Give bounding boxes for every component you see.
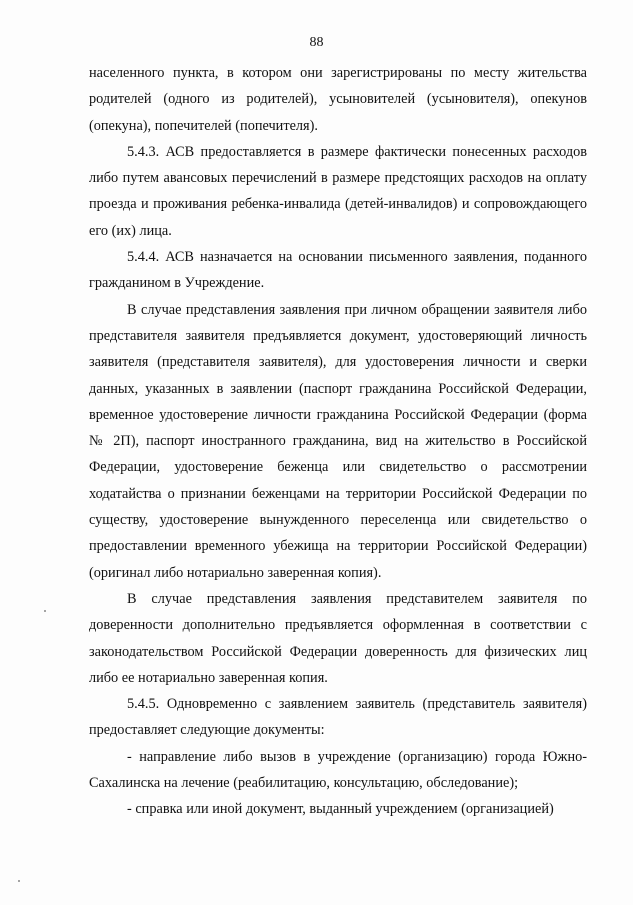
paragraph-5-4-3: 5.4.3. АСВ предоставляется в размере фактически понесенных расходов либо путем авансовых перечислений в размере предстоящих расходов на оплату проезда и проживания ребенка-инвалида (детей-инвалидов) и сопровождающего его (их) лица. bbox=[89, 143, 587, 239]
list-item-certificate: - справка или иной документ, выданный учреждением (организацией) bbox=[127, 801, 554, 818]
paragraph-personal-application: В случае представления заявления при личном обращении заявителя либо представителя заявителя предъявляется документ, удостоверяющий личность заявителя (представителя заявителя), для удостоверения личности и сверки данных, указанных в заявлении (паспорт гражданина Российской Федерации, временное удостоверение личности гражданина Российской Федерации (форма № 2П), паспорт иностранного гражданина, вид на жительство в Российской Федерации, удостоверение беженца или свидетельство о рассмотрении ходатайства о признании беженцами на территории Российской Федерации по существу, удостоверение вынужденного переселенца или свидетельство о предоставлении временного убежища на территории Российской Федерации) (оригинал либо нотариально заверенная копия). bbox=[89, 301, 587, 581]
list-item-referral: - направление либо вызов в учреждение (организацию) города Южно-Сахалинска на лечение (реабилитацию, консультацию, обследование); bbox=[89, 748, 587, 792]
paragraph-5-4-4: 5.4.4. АСВ назначается на основании письменного заявления, поданного гражданином в Учреждение. bbox=[89, 249, 587, 292]
page-number: 88 bbox=[309, 35, 324, 50]
scan-speck bbox=[18, 880, 20, 882]
body-text bbox=[89, 60, 587, 823]
paragraph-continuation: населенного пункта, в котором они зарегистрированы по месту жительства родителей (одного из родителей), усыновителей (усыновителя), опекунов (опекуна), попечителей (попечителя). bbox=[89, 65, 587, 134]
paragraph-5-4-5: 5.4.5. Одновременно с заявлением заявитель (представитель заявителя) предоставляет следующие документы: bbox=[89, 696, 587, 739]
paragraph-representative-application: В случае представления заявления представителем заявителя по доверенности дополнительно предъявляется оформленная в соответствии с законодательством Российской Федерации доверенность для физических лиц либо ее нотариально заверенная копия. bbox=[89, 590, 587, 686]
scan-speck bbox=[44, 610, 46, 612]
